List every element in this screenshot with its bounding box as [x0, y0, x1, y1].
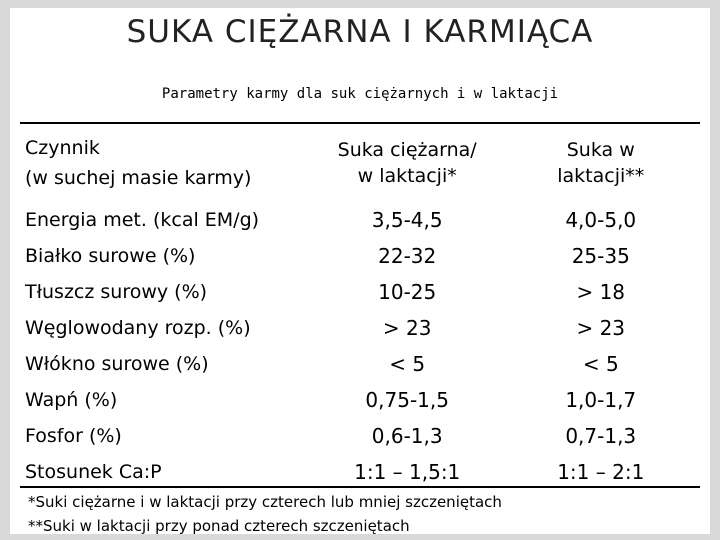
- row-value-lactating: > 18: [576, 280, 626, 304]
- row-factor: Węglowodany rozp. (%): [25, 317, 251, 339]
- slide-title: SUKA CIĘŻARNA I KARMIĄCA: [126, 14, 594, 50]
- row-factor: Energia met. (kcal EM/g): [25, 209, 260, 231]
- header-factor-line1: Czynnik: [25, 137, 100, 159]
- table-row: [20, 454, 700, 490]
- nutrition-table: [20, 124, 700, 490]
- footnote-single-asterisk: *Suki ciężarne i w laktacji przy czterech lub mniej szczeniętach: [28, 493, 502, 511]
- table-row: [20, 346, 700, 382]
- table-row: [20, 202, 700, 238]
- header-factor: [20, 124, 313, 202]
- header-lactating: [502, 124, 701, 202]
- row-factor: Fosfor (%): [25, 425, 122, 447]
- header-col2-line2: w laktacji*: [357, 165, 457, 187]
- row-factor: Wapń (%): [25, 389, 118, 411]
- row-value-pregnant: > 23: [382, 316, 432, 340]
- row-value-pregnant: 0,75-1,5: [365, 388, 449, 412]
- row-value-pregnant: 3,5-4,5: [371, 208, 443, 232]
- row-factor: Włókno surowe (%): [25, 353, 209, 375]
- row-value-lactating: < 5: [582, 352, 619, 376]
- row-value-lactating: 1:1 – 2:1: [557, 460, 645, 484]
- header-pregnant-lactating: [313, 124, 502, 202]
- header-col3-line1: Suka w: [566, 139, 635, 161]
- slide-subtitle: Parametry karmy dla suk ciężarnych i w laktacji: [161, 86, 559, 102]
- row-value-pregnant: 10-25: [378, 280, 437, 304]
- row-value-pregnant: < 5: [389, 352, 426, 376]
- row-value-lactating: 1,0-1,7: [565, 388, 637, 412]
- row-value-lactating: > 23: [576, 316, 626, 340]
- row-factor: Stosunek Ca:P: [25, 461, 162, 483]
- row-value-lactating: 25-35: [571, 244, 630, 268]
- row-factor: Tłuszcz surowy (%): [25, 281, 208, 303]
- row-value-pregnant: 1:1 – 1,5:1: [354, 460, 461, 484]
- table-header-row: [20, 124, 700, 202]
- table-row: [20, 310, 700, 346]
- row-value-lactating: 4,0-5,0: [565, 208, 637, 232]
- header-col2-line1: Suka ciężarna/: [337, 139, 477, 161]
- header-col3-line2: laktacji**: [557, 165, 645, 187]
- row-factor: Białko surowe (%): [25, 245, 196, 267]
- footnote-double-asterisk: **Suki w laktacji przy ponad czterech szczeniętach: [28, 517, 410, 535]
- footnotes: [28, 490, 708, 538]
- table-bottom-rule: [20, 486, 700, 488]
- table-row: [20, 418, 700, 454]
- row-value-pregnant: 0,6-1,3: [371, 424, 443, 448]
- table-row: [20, 274, 700, 310]
- table-row: [20, 238, 700, 274]
- table-row: [20, 382, 700, 418]
- row-value-pregnant: 22-32: [378, 244, 437, 268]
- header-factor-line2: (w suchej masie karmy): [25, 167, 252, 189]
- row-value-lactating: 0,7-1,3: [565, 424, 637, 448]
